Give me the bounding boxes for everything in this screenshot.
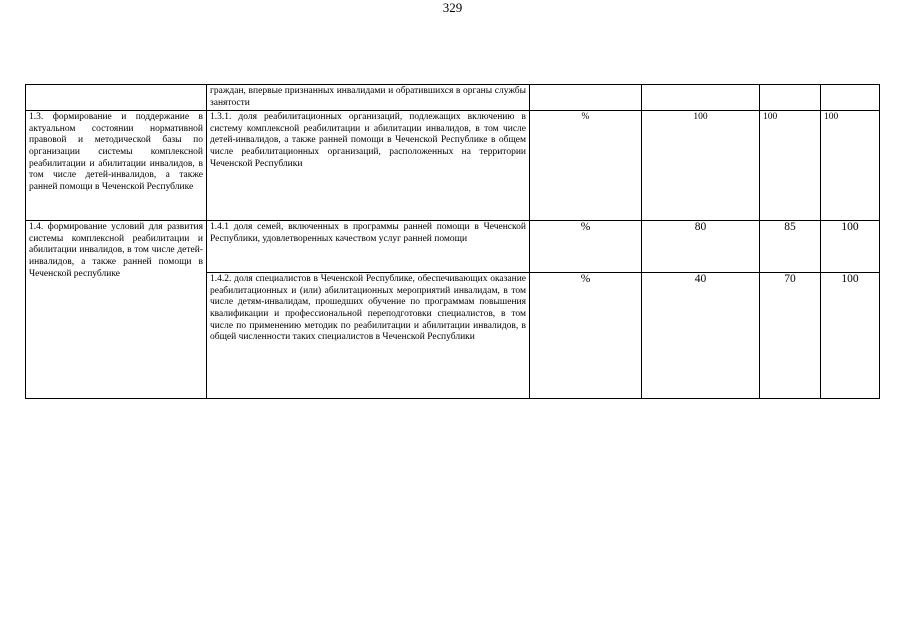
table-row [26,111,880,221]
value-cell: 70 [760,273,821,399]
indicator-cell: 1.4.2. доля специалистов в Чеченской Республике, обеспечивающих оказание реабилитационных и (или) абилитационных мероприятий инвалидам, в том числе детям-инвалидам, прошедших обучение по программам повышения квалификации и профессиональной переподготовки специалистов, в том числе по применению методик по реабилитации и абилитации инвалидов, в общей численности таких специалистов в Чеченской Республики [207,273,530,399]
page-number: 329 [442,0,463,15]
value-cell: 40 [642,273,760,399]
value-cell: 80 [642,221,760,273]
value-cell: 100 [642,111,760,221]
table-row [26,85,880,111]
value-cell: 100 [821,273,880,399]
value-cell [821,85,880,111]
value-cell: 100 [760,111,821,221]
indicator-cell: 1.3.1. доля реабилитационных организаций, подлежащих включению в систему комплексной реабилитации и абилитации инвалидов, в том числе детей-инвалидов, а также ранней помощи в Чеченской Республике в общем числе реабилитационных организаций, расположенных на территории Чеченской Республики [207,111,530,221]
goal-cell: 1.3. формирование и поддержание в актуальном состоянии нормативной правовой и методической базы по организации системы комплексной реабилитации и абилитации инвалидов, в том числе детей-инвалидов, а также ранней помощи в Чеченской Республике [26,111,207,221]
indicator-cell: граждан, впервые признанных инвалидами и обратившихся в органы службы занятости [207,85,530,111]
unit-cell: % [530,273,642,399]
unit-cell: % [530,111,642,221]
unit-cell: % [530,221,642,273]
unit-cell [530,85,642,111]
value-cell: 100 [821,221,880,273]
value-cell: 85 [760,221,821,273]
goal-cell: 1.4. формирование условий для развития системы комплексной реабилитации и абилитации инвалидов, в том числе детей-инвалидов, а также ранней помощи в Чеченской республике [26,221,207,399]
indicator-cell: 1.4.1 доля семей, включенных в программы ранней помощи в Чеченской Республики, удовлетворенных качеством услуг ранней помощи [207,221,530,273]
value-cell [760,85,821,111]
table-row [26,221,880,273]
indicators-table [25,84,880,399]
goal-cell [26,85,207,111]
value-cell [642,85,760,111]
value-cell: 100 [821,111,880,221]
